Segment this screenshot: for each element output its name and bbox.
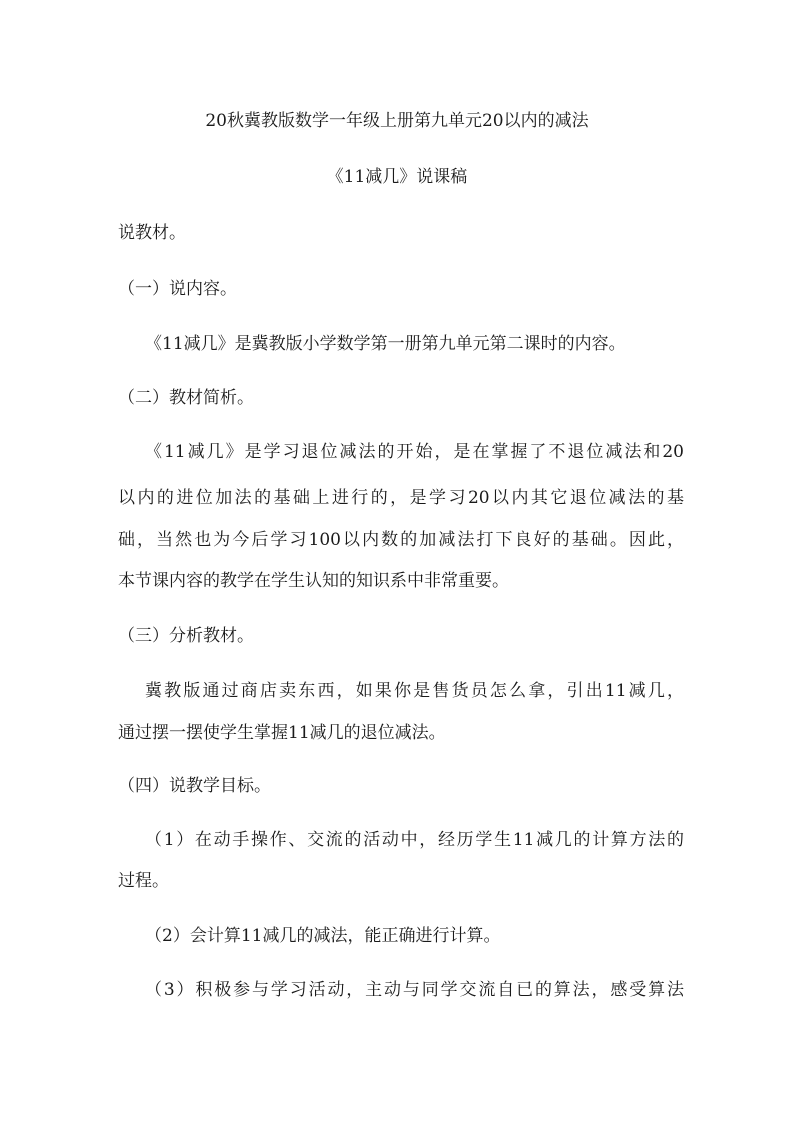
section-heading-analysis: （二）教材简析。 — [118, 388, 254, 408]
paragraph-line: 本节课内容的教学在学生认知的知识系中非常重要。 — [118, 571, 509, 591]
paragraph-line: 《11减几》是学习退位减法的开始，是在掌握了不退位减法和20 — [145, 442, 684, 462]
section-heading-main: 说教材。 — [118, 223, 186, 243]
paragraph-line: 础，当然也为今后学习100以内数的加减法打下良好的基础。因此， — [118, 530, 684, 550]
goal-item: （2）会计算11减几的减法，能正确进行计算。 — [145, 926, 501, 946]
section-heading-content: （一）说内容。 — [118, 279, 237, 299]
document-subtitle: 《11减几》说课稿 — [326, 167, 468, 187]
paragraph-line: 冀教版通过商店卖东西，如果你是售货员怎么拿，引出11减几， — [145, 681, 684, 701]
section-heading-goals: （四）说教学目标。 — [118, 776, 271, 796]
goal-item-continued: 过程。 — [118, 871, 169, 891]
section-heading-material: （三）分析教材。 — [118, 626, 254, 646]
paragraph-line: 通过摆一摆使学生掌握11减几的退位减法。 — [118, 723, 446, 743]
goal-item: （3）积极参与学习活动，主动与同学交流自已的算法，感受算法 — [145, 980, 684, 1000]
document-title: 20秋冀教版数学一年级上册第九单元20以内的减法 — [205, 111, 589, 131]
paragraph-content: 《11减几》是冀教版小学数学第一册第九单元第二课时的内容。 — [145, 334, 626, 354]
goal-item: （1）在动手操作、交流的活动中，经历学生11减几的计算方法的 — [145, 830, 684, 850]
paragraph-line: 以内的进位加法的基础上进行的，是学习20以内其它退位减法的基 — [118, 488, 684, 508]
